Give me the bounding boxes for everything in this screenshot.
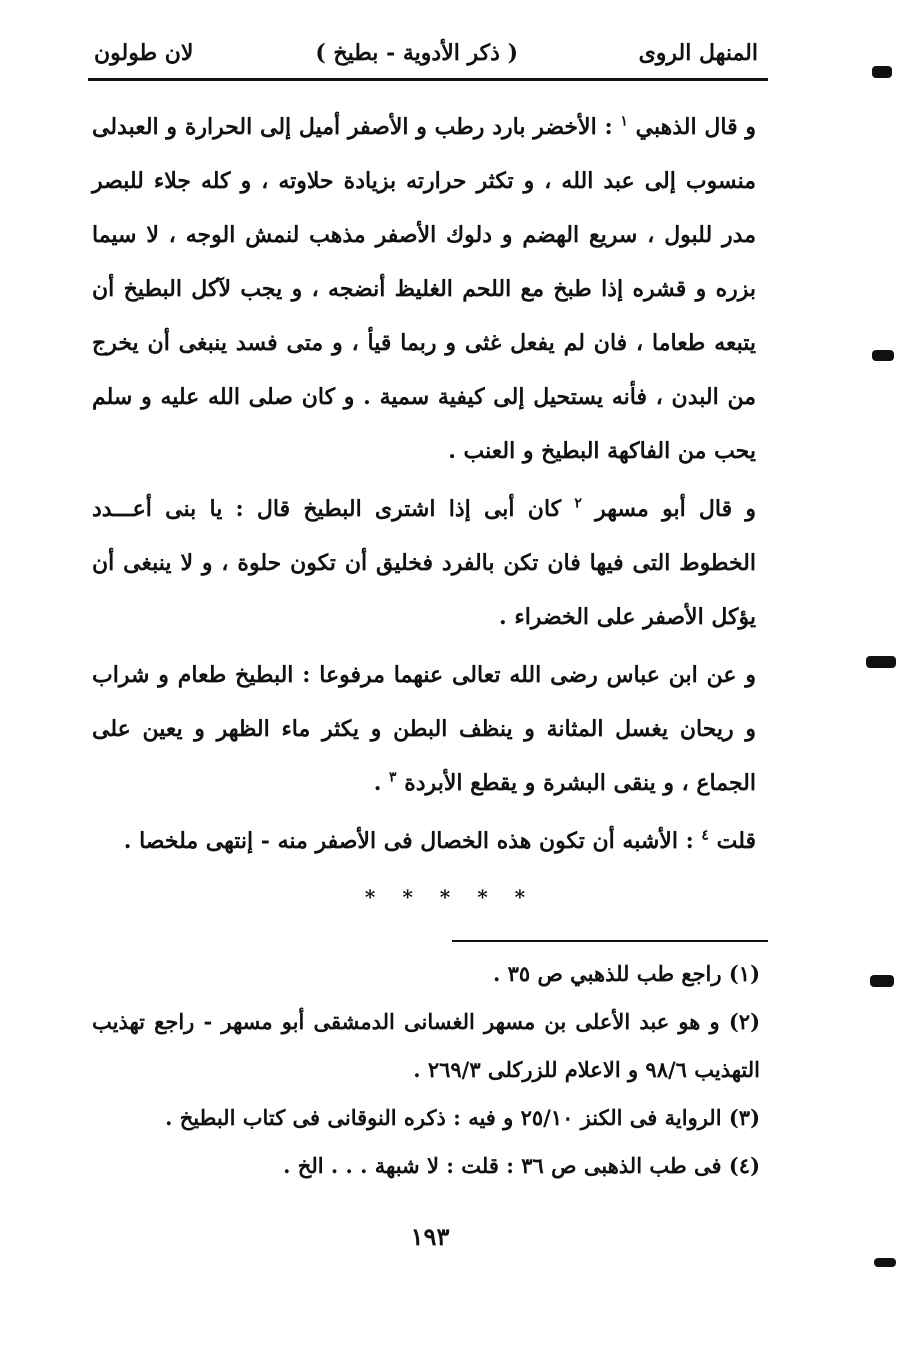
footnote-reference: ١: [620, 113, 628, 130]
binding-mark: [870, 975, 894, 987]
footnote-3: (٣) الرواية فى الكنز ٢٥/١٠ و فيه : ذكره النوقانى فى كتاب البطيخ .: [165, 1105, 760, 1130]
section-title: ( ذكر الأدوية - بطيخ ): [315, 40, 518, 66]
footnote-reference: ٢: [574, 495, 582, 512]
paragraph-text: كان أبى إذا اشترى البطيخ قال : يا بنى أعـــدد الخطوط التى فيها فان تكن بالفرد فخليق أن تكون حلوة ، و لا ينبغى أن يؤكل الأصفر على الخضراء .: [92, 496, 756, 630]
footnote-1: (١) راجع طب للذهبي ص ٣٥ .: [492, 961, 760, 986]
binding-mark: [866, 656, 896, 668]
paragraph-1: [92, 100, 756, 478]
author-name: لان طولون: [94, 40, 194, 66]
footnote-4: (٤) فى طب الذهبى ص ٣٦ : قلت : لا شبهة . . . الخ .: [283, 1153, 760, 1178]
paragraph-text: : الأخضر بارد رطب و الأصفر أميل إلى الحرارة و العبدلى منسوب إلى عبد الله ، و تكثر حرارته بزيادة حلاوته ، و كله جلاء للبصر مدر للبول ، سريع الهضم و دلوك الأصفر مذهب لنمش الوجه ، لا سيما بزره و قشره إذا طبخ مع اللحم الغليظ أنضجه ، و يجب لآكل البطيخ أن يتبعه طعاما ، فان لم يفعل غثى و ربما قيأ ، و متى فسد ينبغى أن يخرج من البدن ، فأنه يستحيل إلى كيفية سمية . و كان صلى الله عليه و سلم يحب من الفاكهة البطيخ و العنب .: [92, 114, 756, 464]
section-ornament: * * * * *: [364, 885, 536, 909]
paragraph-text: .: [373, 770, 382, 796]
binding-mark: [872, 66, 892, 78]
footnote-separator: [452, 940, 768, 942]
binding-mark: [874, 1258, 896, 1267]
page-number: ١٩٣: [410, 1222, 450, 1251]
paragraph-3: [92, 648, 756, 810]
paragraph-text: و عن ابن عباس رضى الله تعالى عنهما مرفوعا : البطيخ طعام و شراب و ريحان يغسل المثانة و ينظف البطن و يكثر ماء الظهر و يعين على الجماع ، و ينقى البشرة و يقطع الأبردة: [92, 662, 756, 796]
paragraph-text: قلت: [716, 828, 756, 854]
footnotes: [92, 950, 760, 1190]
paragraph-4: [92, 814, 756, 868]
running-header: [88, 38, 768, 74]
footnote-2: (٢) و هو عبد الأعلى بن مسهر الغسانى الدمشقى أبو مسهر - راجع تهذيب التهذيب ٩٨/٦ و الاعلام للزركلى ٢٦٩/٣ .: [92, 1009, 760, 1082]
paragraph-text: و قال أبو مسهر: [595, 496, 756, 522]
book-title: المنهل الروى: [638, 40, 758, 66]
paragraph-2: [92, 482, 756, 644]
main-text: [92, 100, 756, 868]
binding-mark: [872, 350, 894, 361]
paragraph-text: : الأشبه أن تكون هذه الخصال فى الأصفر منه - إنتهى ملخصا .: [123, 828, 694, 854]
header-rule: [88, 78, 768, 81]
footnote-reference: ٣: [389, 769, 397, 786]
paragraph-text: و قال الذهبي: [635, 114, 756, 140]
footnote-reference: ٤: [701, 827, 709, 844]
